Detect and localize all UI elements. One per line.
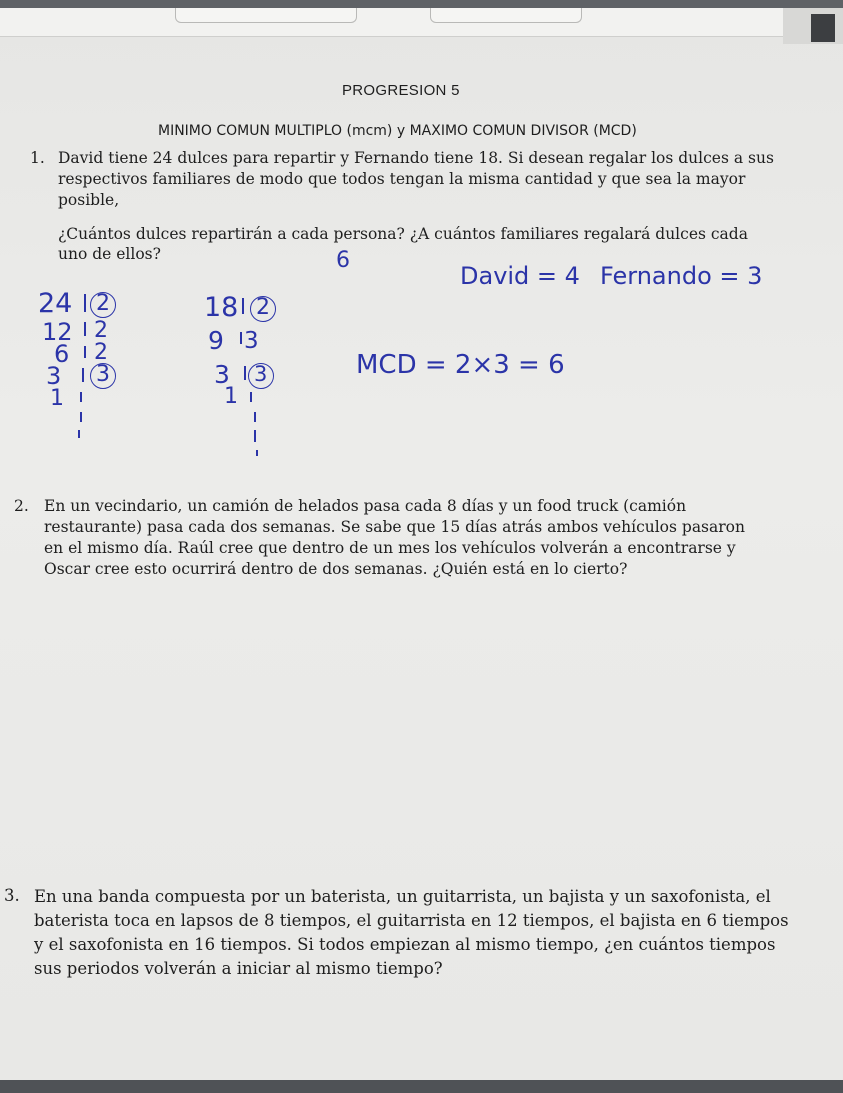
division-line: [80, 392, 82, 402]
division-line: [84, 322, 86, 336]
problem-1-number: 1.: [30, 149, 45, 167]
factor-divisor: 2: [94, 340, 108, 365]
division-line: [84, 346, 86, 358]
circle-mark: [90, 363, 116, 389]
page-tab-mark: [430, 8, 582, 23]
problem-3-line: y el saxofonista en 16 tiempos. Si todos empiezan al mismo tiempo, ¿en cuántos tiempos: [34, 935, 776, 954]
division-line: [254, 412, 256, 422]
problem-3-line: En una banda compuesta por un baterista, un guitarrista, un bajista y un saxofonista, el: [34, 887, 771, 906]
problem-2-line: restaurante) pasa cada dos semanas. Se sabe que 15 días atrás ambos vehículos pasaron: [44, 518, 745, 536]
factor-divisor: 2: [96, 291, 110, 316]
circle-mark: [250, 296, 276, 322]
division-line: [82, 368, 84, 382]
circle-mark: [248, 363, 274, 389]
factor-number: 3: [46, 362, 62, 390]
division-line: [256, 450, 258, 456]
handwritten-fernando: Fernando = 3: [600, 262, 763, 290]
handwritten-answer-per-person: 6: [336, 248, 350, 273]
factor-divisor: 2: [94, 318, 108, 343]
factor-number: 1: [50, 386, 64, 411]
division-line: [78, 430, 80, 438]
factor-divisor: 3: [96, 362, 110, 387]
division-line: [244, 366, 246, 380]
problem-3-line: sus periodos volverán a iniciar al mismo tiempo?: [34, 959, 443, 978]
factor-number: 3: [214, 360, 230, 389]
page-title: PROGRESION 5: [342, 82, 460, 99]
division-line: [242, 298, 244, 314]
problem-1-line: posible,: [58, 191, 120, 209]
division-line: [240, 332, 242, 344]
problem-1-line: respectivos familiares de modo que todos tengan la misma cantidad y que sea la mayor: [58, 170, 746, 188]
problem-1-line: ¿Cuántos dulces repartirán a cada persona? ¿A cuántos familiares regalará dulces cada: [58, 225, 748, 243]
handwritten-david: David = 4: [460, 262, 580, 290]
problem-3-number: 3.: [4, 886, 20, 905]
division-line: [80, 412, 82, 422]
division-line: [84, 294, 86, 312]
page-tab-mark: [175, 8, 357, 23]
top-strip: [0, 8, 843, 37]
problem-2-line: en el mismo día. Raúl cree que dentro de un mes los vehículos volverán a encontrarse y: [44, 539, 736, 557]
problem-1-line: uno de ellos?: [58, 245, 161, 263]
problem-2-number: 2.: [14, 497, 29, 515]
factor-number: 1: [224, 384, 238, 409]
factor-number: 18: [204, 292, 239, 323]
factor-number: 12: [42, 318, 73, 346]
factor-divisor: 2: [256, 295, 270, 320]
factor-number: 6: [54, 340, 70, 368]
factor-number: 24: [38, 288, 73, 319]
division-line: [254, 430, 256, 442]
problem-3-line: baterista toca en lapsos de 8 tiempos, el guitarrista en 12 tiempos, el bajista en 6 tiempos: [34, 911, 789, 930]
background-corner: [811, 14, 835, 42]
handwritten-mcd: MCD = 2×3 = 6: [356, 350, 565, 380]
factor-divisor: 3: [244, 328, 259, 354]
problem-2-line: Oscar cree esto ocurrirá dentro de dos semanas. ¿Quién está en lo cierto?: [44, 560, 628, 578]
division-line: [250, 392, 252, 402]
factor-number: 9: [208, 326, 224, 355]
factor-divisor: 3: [254, 362, 268, 386]
background-edge: [0, 1080, 843, 1093]
problem-1-line: David tiene 24 dulces para repartir y Fernando tiene 18. Si desean regalar los dulces a sus: [58, 149, 774, 167]
problem-2-line: En un vecindario, un camión de helados pasa cada 8 días y un food truck (camión: [44, 497, 687, 515]
circle-mark: [90, 292, 116, 318]
page-subtitle: MINIMO COMUN MULTIPLO (mcm) y MAXIMO COMUN DIVISOR (MCD): [158, 123, 637, 139]
